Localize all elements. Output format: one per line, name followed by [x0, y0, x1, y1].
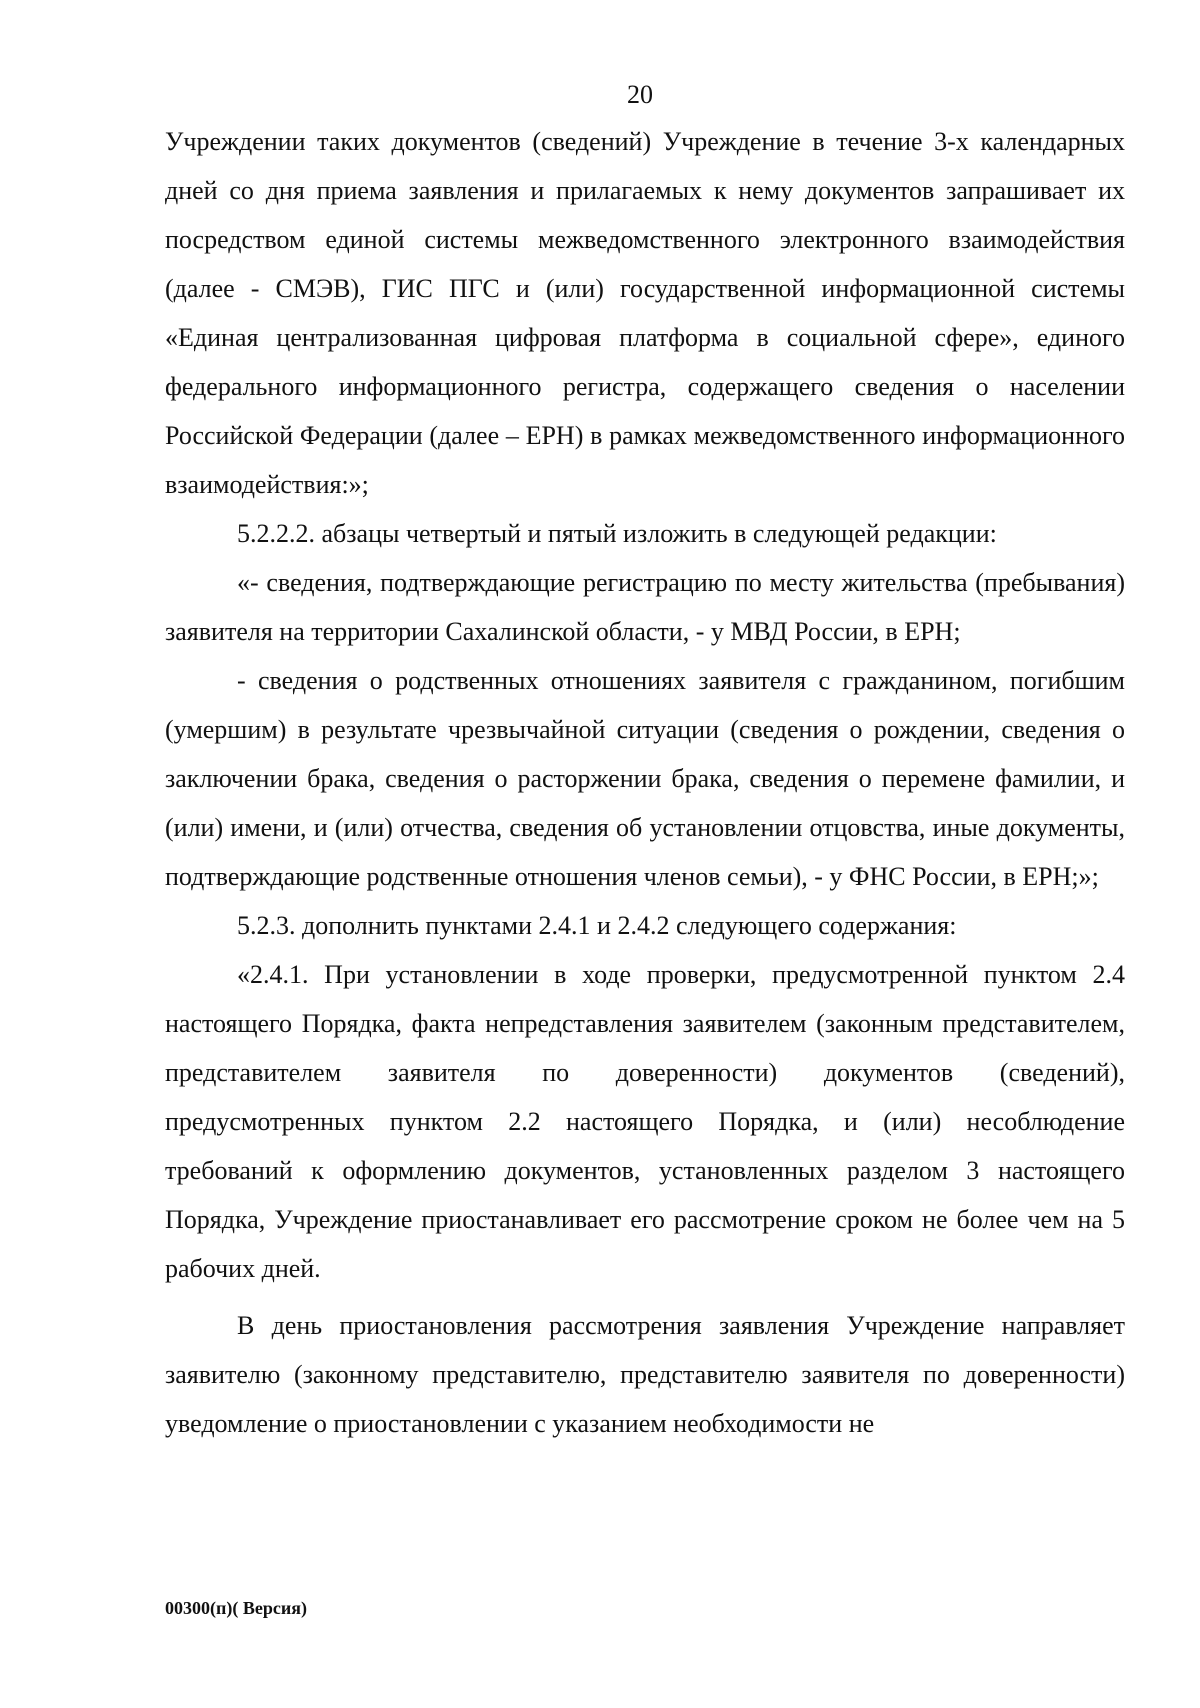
paragraph-residence-info: «- сведения, подтверждающие регистрацию по месту жительства (пребывания) заявителя на территории Сахалинской области, - у МВД России, в ЕРН; — [165, 568, 1125, 646]
paragraph-5-2-3: 5.2.3. дополнить пунктами 2.4.1 и 2.4.2 следующего содержания: — [237, 911, 957, 940]
document-body — [165, 117, 1125, 1448]
paragraph-kinship-info: - сведения о родственных отношениях заявителя с гражданином, погибшим (умершим) в результате чрезвычайной ситуации (сведения о рождении, сведения о заключении брака, сведения о расторжении брака, сведения о перемене фамилии, и (или) имени, и (или) отчества, сведения об установлении отцовства, иные документы, подтверждающие родственные отношения членов семьи), - у ФНС России, в ЕРН;»; — [165, 666, 1125, 891]
paragraph-2-4-1: «2.4.1. При установлении в ходе проверки, предусмотренной пунктом 2.4 настоящего Порядка, факта непредставления заявителем (законным представителем, представителем заявителя по доверенности) документов (сведений), предусмотренных пунктом 2.2 настоящего Порядка, и (или) несоблюдение требований к оформлению документов, установленных разделом 3 настоящего Порядка, Учреждение приостанавливает его рассмотрение сроком не более чем на 5 рабочих дней. — [165, 960, 1125, 1283]
document-footer-code: 00300(п)( Версия) — [165, 1598, 307, 1618]
paragraph-5-2-2-2: 5.2.2.2. абзацы четвертый и пятый изложить в следующей редакции: — [237, 519, 997, 548]
paragraph-suspension-notice: В день приостановления рассмотрения заявления Учреждение направляет заявителю (законному представителю, представителю заявителя по доверенности) уведомление о приостановлении с указанием необходимости не — [165, 1311, 1125, 1438]
page-number: 20 — [627, 80, 653, 109]
paragraph-continuation: Учреждении таких документов (сведений) Учреждение в течение 3-х календарных дней со дня приема заявления и прилагаемых к нему документов запрашивает их посредством единой системы межведомственного электронного взаимодействия (далее - СМЭВ), ГИС ПГС и (или) государственной информационной системы «Единая централизованная цифровая платформа в социальной сфере», единого федерального информационного регистра, содержащего сведения о населении Российской Федерации (далее – ЕРН) в рамках межведомственного информационного взаимодействия:»; — [165, 127, 1125, 499]
